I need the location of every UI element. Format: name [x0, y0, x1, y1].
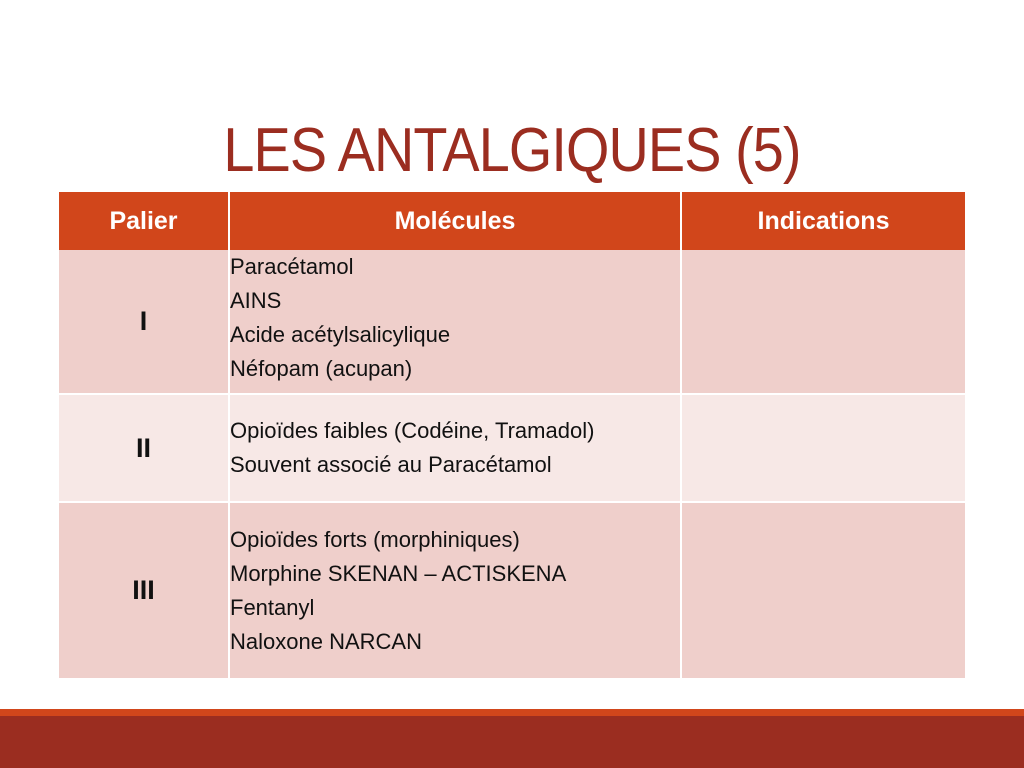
palier-cell: III: [59, 502, 229, 678]
palier-cell: I: [59, 250, 229, 394]
molecules-cell: [229, 502, 681, 678]
header-molecules: Molécules: [229, 192, 681, 250]
indications-cell: [681, 250, 965, 394]
molecule-item: Opioïdes faibles (Codéine, Tramadol): [230, 418, 595, 443]
indications-cell: [681, 502, 965, 678]
molecules-cell: [229, 394, 681, 502]
header-indications: Indications: [681, 192, 965, 250]
footer-bar: [0, 716, 1024, 768]
table-row-palier-2: [59, 394, 965, 502]
molecule-item: Néfopam (acupan): [230, 356, 413, 381]
molecule-item: Paracétamol: [230, 254, 354, 279]
molecule-item: Morphine SKENAN – ACTISKENA: [230, 560, 567, 586]
indications-cell: [681, 394, 965, 502]
molecule-item: AINS: [230, 288, 282, 313]
slide-title: LES ANTALGIQUES (5): [223, 116, 801, 185]
palier-cell: II: [59, 394, 229, 502]
molecule-item: Fentanyl: [230, 594, 315, 620]
analgesics-table: [59, 192, 965, 678]
molecule-item: Souvent associé au Paracétamol: [230, 452, 552, 477]
table-row-palier-1: [59, 250, 965, 394]
molecule-item: Acide acétylsalicylique: [230, 322, 451, 347]
footer-accent-bar: [0, 709, 1024, 716]
table-header-row: [59, 192, 965, 250]
molecules-cell: [229, 250, 681, 394]
header-palier: Palier: [59, 192, 229, 250]
molecule-item: Opioïdes forts (morphiniques): [230, 526, 520, 552]
molecule-item: Naloxone NARCAN: [230, 628, 422, 654]
table-row-palier-3: [59, 502, 965, 678]
